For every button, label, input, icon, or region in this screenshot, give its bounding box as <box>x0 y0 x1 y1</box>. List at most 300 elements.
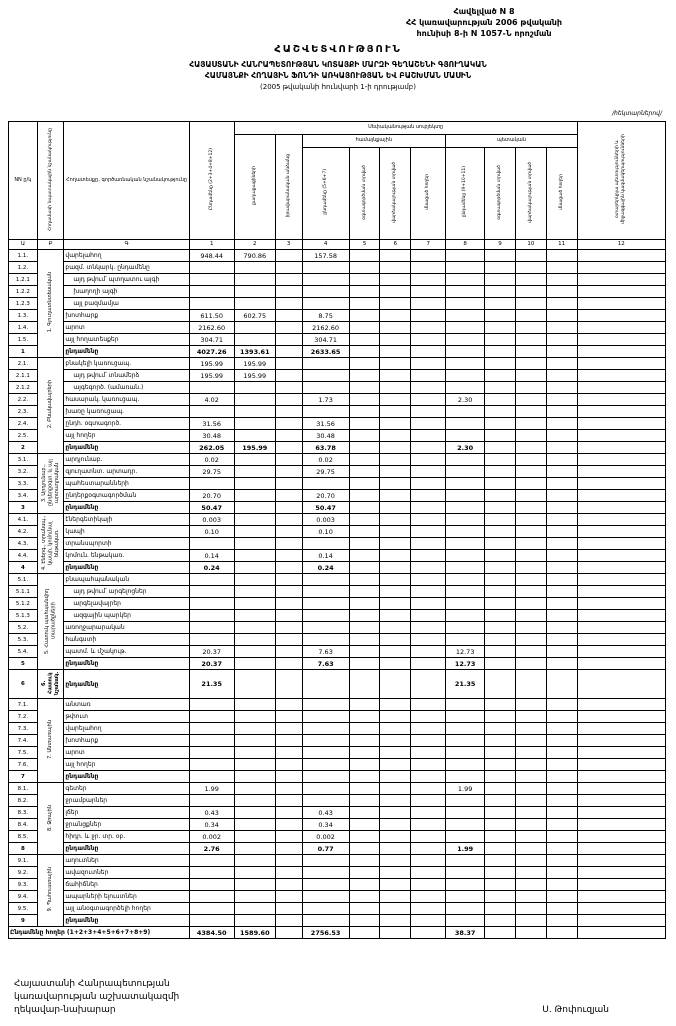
value-cell <box>577 550 665 562</box>
report-title: ՀԱՇՎԵՏՎՈՒԹՅՈՒՆ <box>274 44 402 55</box>
table-row <box>9 574 666 586</box>
value-cell <box>349 442 380 454</box>
value-cell <box>380 274 411 286</box>
value-cell <box>411 538 446 550</box>
value-cell <box>275 442 302 454</box>
value-cell <box>380 915 411 927</box>
value-cell <box>380 334 411 346</box>
row-number: 9.1. <box>9 855 38 867</box>
value-cell <box>302 274 349 286</box>
value-cell <box>546 502 577 514</box>
value-cell <box>234 490 275 502</box>
value-cell <box>275 322 302 334</box>
col-header-community-band: համայնքային <box>302 135 446 148</box>
value-cell <box>189 891 234 903</box>
value-cell <box>234 891 275 903</box>
land-type-label: բնապահպանական <box>64 574 189 586</box>
value-cell <box>577 370 665 382</box>
value-cell <box>577 334 665 346</box>
value-cell <box>446 915 485 927</box>
value-cell <box>234 610 275 622</box>
value-cell <box>515 334 546 346</box>
value-cell <box>411 711 446 723</box>
value-cell <box>446 454 485 466</box>
land-type-label: գյուղատնտ. արտադր. <box>64 466 189 478</box>
value-cell <box>302 622 349 634</box>
value-cell <box>380 891 411 903</box>
value-cell <box>275 526 302 538</box>
col-header-community-use-text: օգտագործման տրված <box>361 164 367 220</box>
value-cell <box>577 274 665 286</box>
value-cell <box>515 699 546 711</box>
report-subtitle-1: ՀԱՅԱՍՏԱՆԻ ՀԱՆՐԱՊԵՏՈՒԹՅԱՆ ԿՈՏԱՅՔԻ ՄԱՐԶԻ ԳԵՂԱՇԵՆԻ ԳՅՈՒՂԱԿԱՆ <box>189 60 487 69</box>
row-number: 2.2. <box>9 394 38 406</box>
units-note: /հեկտարներով/ <box>612 110 662 117</box>
value-cell <box>485 891 516 903</box>
value-cell <box>411 658 446 670</box>
row-number: 1 <box>9 346 38 358</box>
value-cell <box>485 526 516 538</box>
table-row <box>9 646 666 658</box>
section-label-text: 3. Արդյունաբ., ընդերքօգտ. և այլ արտադրական <box>40 459 60 506</box>
value-cell <box>515 795 546 807</box>
row-number: 5 <box>9 658 38 670</box>
value-cell <box>380 598 411 610</box>
value-cell <box>515 394 546 406</box>
value-cell <box>546 747 577 759</box>
value-cell <box>546 370 577 382</box>
value-cell <box>380 286 411 298</box>
appendix-title: Հավելված N 8 <box>453 7 515 16</box>
row-number: 9.4. <box>9 891 38 903</box>
row-number: 2.1.1 <box>9 370 38 382</box>
value-cell <box>349 723 380 735</box>
value-cell: 50.47 <box>302 502 349 514</box>
value-cell <box>275 795 302 807</box>
grand-total-label: Ընդամենը հողեր (1+2+3+4+5+6+7+8+9) <box>9 927 190 939</box>
value-cell <box>515 622 546 634</box>
value-cell <box>349 658 380 670</box>
value-cell <box>546 699 577 711</box>
value-cell <box>546 298 577 310</box>
value-cell <box>411 442 446 454</box>
table-row <box>9 831 666 843</box>
value-cell <box>349 310 380 322</box>
value-cell <box>546 574 577 586</box>
value-cell <box>302 586 349 598</box>
value-cell <box>302 358 349 370</box>
value-cell: 2633.65 <box>302 346 349 358</box>
value-cell <box>546 783 577 795</box>
col-header-community-lease <box>380 148 411 240</box>
value-cell <box>234 430 275 442</box>
table-row <box>9 891 666 903</box>
value-cell <box>515 466 546 478</box>
table-row <box>9 711 666 723</box>
table-row <box>9 418 666 430</box>
value-cell <box>485 430 516 442</box>
value-cell <box>349 634 380 646</box>
col-index: 6 <box>380 240 411 250</box>
row-number: 8 <box>9 843 38 855</box>
value-cell <box>411 879 446 891</box>
value-cell: 30.48 <box>189 430 234 442</box>
table-row <box>9 526 666 538</box>
value-cell <box>349 298 380 310</box>
value-cell <box>234 807 275 819</box>
land-type-label: հանգստի <box>64 634 189 646</box>
value-cell <box>189 262 234 274</box>
section-label-text: 8. Ջրային <box>47 804 54 831</box>
value-cell <box>380 442 411 454</box>
value-cell <box>411 274 446 286</box>
value-cell: 1589.60 <box>234 927 275 939</box>
value-cell <box>446 735 485 747</box>
value-cell <box>446 867 485 879</box>
col-header-purpose <box>37 122 64 240</box>
value-cell <box>275 670 302 699</box>
col-header-state-rest <box>546 148 577 240</box>
value-cell <box>485 454 516 466</box>
value-cell <box>546 891 577 903</box>
table-row <box>9 358 666 370</box>
row-number: 5.2. <box>9 622 38 634</box>
value-cell <box>275 586 302 598</box>
value-cell <box>411 819 446 831</box>
row-number: 5.1.2 <box>9 598 38 610</box>
land-type-label: աղուտներ <box>64 855 189 867</box>
value-cell <box>446 622 485 634</box>
value-cell <box>485 879 516 891</box>
value-cell <box>446 358 485 370</box>
value-cell <box>546 759 577 771</box>
value-cell <box>515 550 546 562</box>
row-number: 7.5. <box>9 747 38 759</box>
section-label-text: 2. Բնակավայրերի <box>47 380 54 429</box>
row-number: 5.1.3 <box>9 610 38 622</box>
value-cell <box>446 855 485 867</box>
value-cell <box>234 646 275 658</box>
col-header-state-lease <box>515 148 546 240</box>
value-cell <box>189 274 234 286</box>
col-index: 11 <box>546 240 577 250</box>
value-cell <box>411 795 446 807</box>
value-cell <box>485 466 516 478</box>
value-cell <box>349 586 380 598</box>
land-type-label: վարելահող <box>64 723 189 735</box>
value-cell <box>546 831 577 843</box>
table-row <box>9 406 666 418</box>
value-cell <box>234 598 275 610</box>
value-cell <box>577 310 665 322</box>
value-cell <box>411 322 446 334</box>
value-cell <box>411 831 446 843</box>
value-cell <box>349 286 380 298</box>
value-cell <box>577 747 665 759</box>
value-cell <box>485 562 516 574</box>
value-cell <box>515 903 546 915</box>
grand-total-row <box>9 927 666 939</box>
value-cell <box>411 466 446 478</box>
value-cell <box>302 598 349 610</box>
table-wrap <box>8 121 666 939</box>
value-cell <box>234 466 275 478</box>
land-type-label: ընդամենը <box>64 442 189 454</box>
value-cell <box>485 831 516 843</box>
value-cell <box>577 927 665 939</box>
table-row <box>9 622 666 634</box>
value-cell <box>485 927 516 939</box>
table-row <box>9 855 666 867</box>
value-cell <box>380 394 411 406</box>
row-number: 1.4. <box>9 322 38 334</box>
value-cell <box>577 562 665 574</box>
value-cell <box>546 855 577 867</box>
value-cell <box>380 843 411 855</box>
value-cell <box>485 274 516 286</box>
value-cell <box>577 867 665 879</box>
value-cell <box>411 610 446 622</box>
value-cell <box>546 807 577 819</box>
value-cell <box>411 286 446 298</box>
value-cell <box>577 454 665 466</box>
value-cell <box>546 382 577 394</box>
land-type-label: խաղողի այգի <box>64 286 189 298</box>
value-cell <box>349 699 380 711</box>
row-number: 8.2. <box>9 795 38 807</box>
value-cell <box>380 466 411 478</box>
value-cell <box>380 711 411 723</box>
value-cell <box>234 747 275 759</box>
value-cell <box>275 855 302 867</box>
row-number: 3.2. <box>9 466 38 478</box>
value-cell <box>577 598 665 610</box>
section-label-text: 7. Անտառային <box>47 720 54 759</box>
value-cell <box>446 478 485 490</box>
value-cell <box>577 735 665 747</box>
row-number: 2.3. <box>9 406 38 418</box>
value-cell <box>234 286 275 298</box>
value-cell <box>234 478 275 490</box>
col-header-community-total <box>302 148 349 240</box>
value-cell <box>446 831 485 843</box>
value-cell <box>189 286 234 298</box>
value-cell <box>446 418 485 430</box>
value-cell <box>349 759 380 771</box>
decree-line-1: ՀՀ կառավարության 2006 թվականի <box>405 18 563 28</box>
value-cell <box>577 771 665 783</box>
value-cell <box>515 646 546 658</box>
value-cell <box>234 711 275 723</box>
value-cell <box>446 430 485 442</box>
value-cell <box>411 771 446 783</box>
value-cell <box>349 574 380 586</box>
value-cell: 195.99 <box>234 370 275 382</box>
value-cell <box>380 646 411 658</box>
value-cell <box>189 903 234 915</box>
value-cell <box>302 855 349 867</box>
value-cell <box>577 723 665 735</box>
value-cell <box>577 759 665 771</box>
land-type-label: խառը կառուցապ. <box>64 406 189 418</box>
value-cell <box>577 855 665 867</box>
land-type-label: թփուտ <box>64 711 189 723</box>
value-cell <box>411 807 446 819</box>
row-number: 8.1. <box>9 783 38 795</box>
value-cell: 157.58 <box>302 250 349 262</box>
value-cell <box>411 747 446 759</box>
value-cell <box>485 747 516 759</box>
value-cell <box>485 646 516 658</box>
land-type-label: գետեր <box>64 783 189 795</box>
section-label-text: 4. Էներգ., տրանսպ., կապի, կոմունալ ենթակառ. <box>40 515 60 570</box>
value-cell <box>446 382 485 394</box>
value-cell <box>446 723 485 735</box>
value-cell <box>275 298 302 310</box>
col-index: 10 <box>515 240 546 250</box>
value-cell <box>411 634 446 646</box>
value-cell: 195.99 <box>234 358 275 370</box>
value-cell <box>577 346 665 358</box>
land-type-label: պահեստարանների <box>64 478 189 490</box>
value-cell <box>546 418 577 430</box>
value-cell <box>485 610 516 622</box>
table-row <box>9 430 666 442</box>
value-cell <box>380 771 411 783</box>
section-total-row <box>9 346 666 358</box>
table-row <box>9 262 666 274</box>
value-cell: 20.37 <box>189 646 234 658</box>
value-cell <box>515 562 546 574</box>
land-type-label: արդյունաբ. <box>64 454 189 466</box>
value-cell <box>275 598 302 610</box>
value-cell <box>349 891 380 903</box>
value-cell: 262.05 <box>189 442 234 454</box>
value-cell <box>485 382 516 394</box>
value-cell <box>577 699 665 711</box>
section-label <box>37 699 64 783</box>
value-cell <box>515 310 546 322</box>
value-cell <box>349 346 380 358</box>
value-cell <box>515 658 546 670</box>
value-cell <box>275 418 302 430</box>
table-row <box>9 250 666 262</box>
value-cell <box>515 514 546 526</box>
value-cell <box>411 891 446 903</box>
value-cell <box>411 526 446 538</box>
value-cell <box>446 262 485 274</box>
value-cell <box>485 370 516 382</box>
value-cell <box>275 490 302 502</box>
value-cell <box>349 550 380 562</box>
value-cell: 21.35 <box>189 670 234 699</box>
value-cell <box>411 562 446 574</box>
row-number: 6 <box>9 670 38 699</box>
value-cell <box>485 658 516 670</box>
value-cell <box>302 538 349 550</box>
value-cell: 1.73 <box>302 394 349 406</box>
value-cell: 1393.61 <box>234 346 275 358</box>
value-cell <box>380 478 411 490</box>
value-cell <box>349 250 380 262</box>
section-label <box>37 454 64 514</box>
value-cell <box>485 915 516 927</box>
value-cell <box>546 430 577 442</box>
value-cell <box>446 598 485 610</box>
row-number: 2.5. <box>9 430 38 442</box>
value-cell <box>380 634 411 646</box>
value-cell <box>411 622 446 634</box>
land-type-label: ջրամբարներ <box>64 795 189 807</box>
value-cell <box>275 807 302 819</box>
value-cell <box>546 442 577 454</box>
value-cell <box>515 747 546 759</box>
value-cell: 63.78 <box>302 442 349 454</box>
value-cell <box>349 915 380 927</box>
value-cell <box>446 903 485 915</box>
col-header-state-use-text: օգտագործման տրված <box>497 164 503 220</box>
value-cell <box>485 298 516 310</box>
value-cell <box>446 562 485 574</box>
value-cell <box>546 670 577 699</box>
value-cell <box>446 502 485 514</box>
land-type-label: էներգետիկայի <box>64 514 189 526</box>
value-cell <box>349 807 380 819</box>
value-cell <box>275 711 302 723</box>
land-report-table <box>8 121 666 939</box>
value-cell: 1.99 <box>446 783 485 795</box>
table-row <box>9 783 666 795</box>
value-cell <box>275 771 302 783</box>
value-cell <box>302 370 349 382</box>
value-cell <box>275 646 302 658</box>
section-total-row <box>9 502 666 514</box>
value-cell <box>275 514 302 526</box>
table-row <box>9 538 666 550</box>
table-row <box>9 586 666 598</box>
row-number: 7.1. <box>9 699 38 711</box>
col-index: 9 <box>485 240 516 250</box>
section-label <box>37 783 64 855</box>
value-cell <box>380 370 411 382</box>
value-cell <box>275 658 302 670</box>
value-cell: 50.47 <box>189 502 234 514</box>
value-cell <box>380 670 411 699</box>
row-number: 1.2.1 <box>9 274 38 286</box>
value-cell <box>275 334 302 346</box>
section-total-row <box>9 771 666 783</box>
value-cell <box>577 382 665 394</box>
value-cell <box>411 586 446 598</box>
value-cell <box>275 735 302 747</box>
value-cell <box>485 574 516 586</box>
row-number: 1.2.2 <box>9 286 38 298</box>
value-cell <box>546 250 577 262</box>
land-type-label: պատմ. և մշակութ. <box>64 646 189 658</box>
value-cell <box>485 598 516 610</box>
value-cell <box>349 562 380 574</box>
value-cell <box>234 658 275 670</box>
value-cell <box>485 819 516 831</box>
value-cell <box>349 418 380 430</box>
land-type-label: հիդր. և ջր. տր. օբ. <box>64 831 189 843</box>
value-cell <box>189 610 234 622</box>
value-cell <box>189 574 234 586</box>
land-type-label: այլ անօգտագործելի հողեր <box>64 903 189 915</box>
value-cell <box>302 478 349 490</box>
value-cell <box>546 903 577 915</box>
value-cell <box>577 711 665 723</box>
